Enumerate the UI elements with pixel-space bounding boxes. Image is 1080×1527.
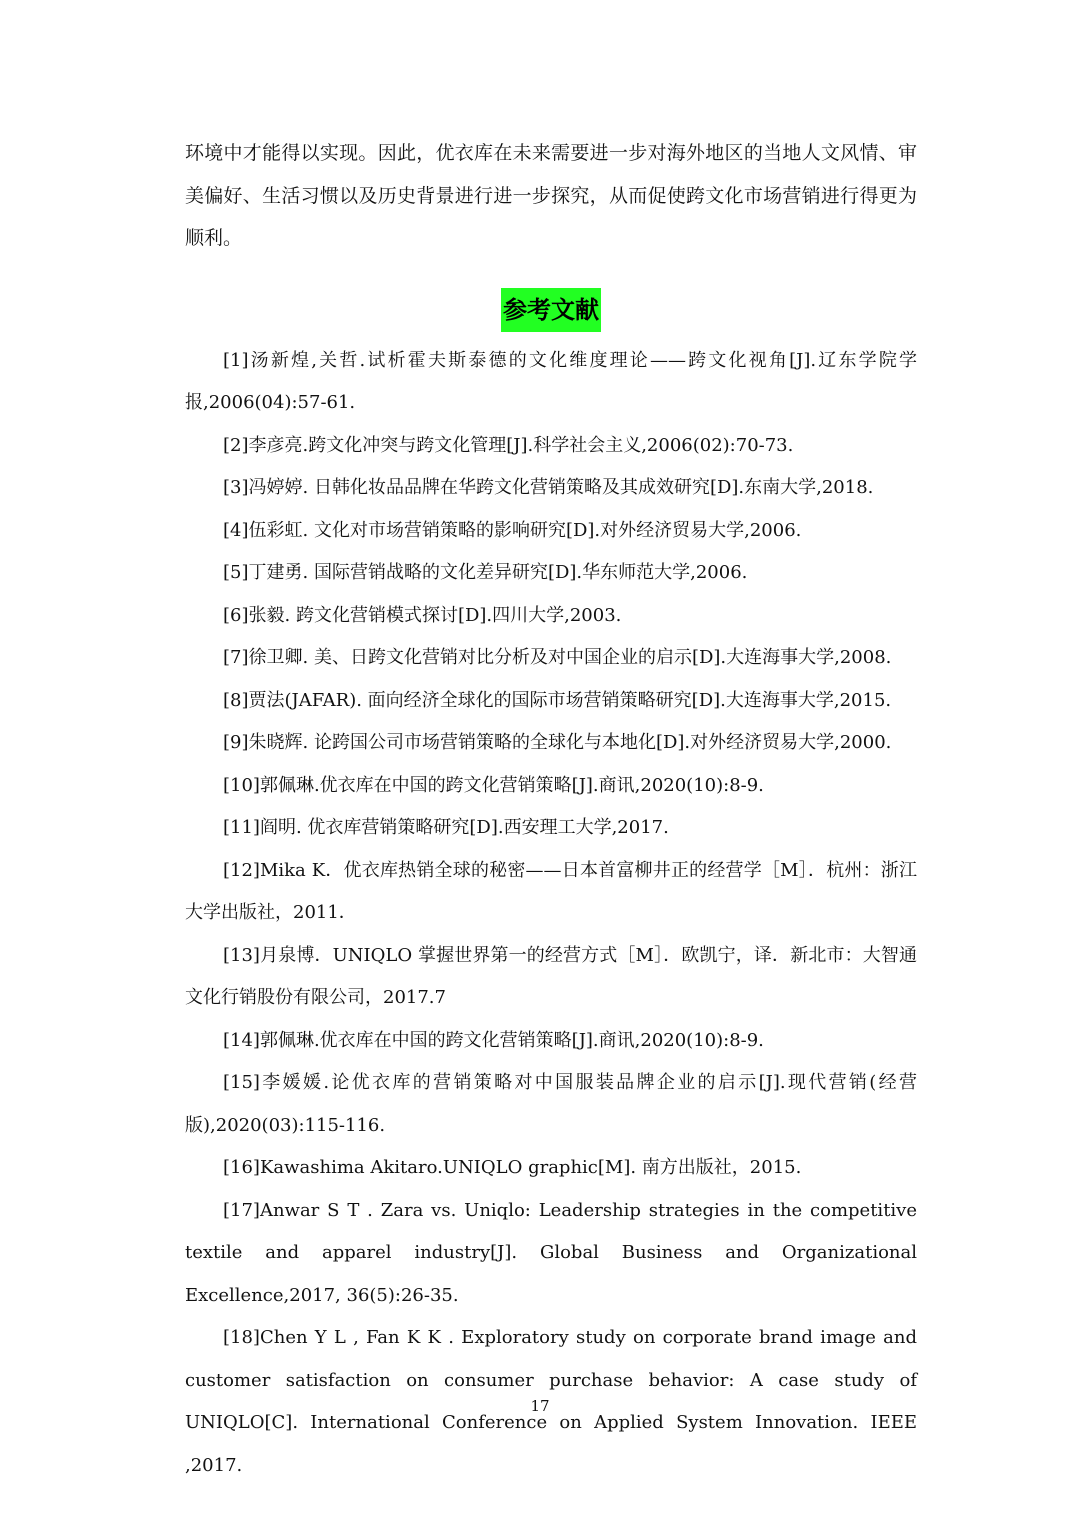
reference-item-10: [10]郭佩琳.优衣库在中国的跨文化营销策略[J].商讯,2020(10):8-9. [223, 774, 764, 796]
page-content [185, 132, 917, 1487]
reference-item-4: [4]伍彩虹. 文化对市场营销策略的影响研究[D].对外经济贸易大学,2006. [223, 519, 802, 541]
reference-item-13: [13]月泉博．UNIQLO 掌握世界第一的经营方式［M］．欧凯宁，译．新北市：大智通文化行销股份有限公司，2017.7 [185, 944, 917, 1008]
reference-list [185, 340, 917, 1488]
references-heading: 参考文献 [501, 288, 601, 332]
page-number: 17 [530, 1397, 550, 1415]
reference-item-7: [7]徐卫卿. 美、日跨文化营销对比分析及对中国企业的启示[D].大连海事大学,2008. [223, 647, 892, 668]
reference-item-8: [8]贾法(JAFAR). 面向经济全球化的国际市场营销策略研究[D].大连海事大学,2015. [223, 689, 892, 711]
reference-item-12: [12]Mika K．优衣库热销全球的秘密——日本首富柳井正的经营学［M］．杭州：浙江大学出版社，2011． [185, 859, 917, 923]
reference-item-16: [16]Kawashima Akitaro.UNIQLO graphic[M]. 南方出版社，2015. [223, 1157, 802, 1178]
reference-item-3: [3]冯婷婷. 日韩化妆品品牌在华跨文化营销策略及其成效研究[D].东南大学,2018. [223, 477, 874, 498]
reference-item-15: [15]李媛媛.论优衣库的营销策略对中国服装品牌企业的启示[J].现代营销(经营版),2020(03):115-116. [185, 1072, 917, 1136]
intro-paragraph: 环境中才能得以实现。因此，优衣库在未来需要进一步对海外地区的当地人文风情、审美偏好、生活习惯以及历史背景进行进一步探究，从而促使跨文化市场营销进行得更为顺利。 [185, 142, 917, 249]
reference-item-14: [14]郭佩琳.优衣库在中国的跨文化营销策略[J].商讯,2020(10):8-9. [223, 1029, 764, 1051]
reference-item-6: [6]张毅. 跨文化营销模式探讨[D].四川大学,2003. [223, 604, 622, 626]
reference-item-18: [18]Chen Y L , Fan K K . Exploratory study on corporate brand image and customer satisfaction on consumer purchase behavior: A case study of UNIQLO[C]. International Conference on Applied System Innovation. IEEE ,2017. [185, 1327, 917, 1476]
reference-item-1: [1]汤新煌,关哲.试析霍夫斯泰德的文化维度理论——跨文化视角[J].辽东学院学报,2006(04):57-61. [185, 349, 917, 413]
references-heading-wrap [185, 288, 917, 336]
reference-item-2: [2]李彦亮.跨文化冲突与跨文化管理[J].科学社会主义,2006(02):70-73. [223, 434, 794, 456]
reference-item-11: [11]阎明. 优衣库营销策略研究[D].西安理工大学,2017. [223, 817, 669, 838]
reference-item-5: [5]丁建勇. 国际营销战略的文化差异研究[D].华东师范大学,2006. [223, 562, 748, 583]
reference-item-17: [17]Anwar S T . Zara vs. Uniqlo: Leadership strategies in the competitive textile and apparel industry[J]. Global Business and Organizational Excellence,2017, 36(5):26-35. [185, 1199, 917, 1306]
reference-item-9: [9]朱晓辉. 论跨国公司市场营销策略的全球化与本地化[D].对外经济贸易大学,2000. [223, 732, 892, 753]
